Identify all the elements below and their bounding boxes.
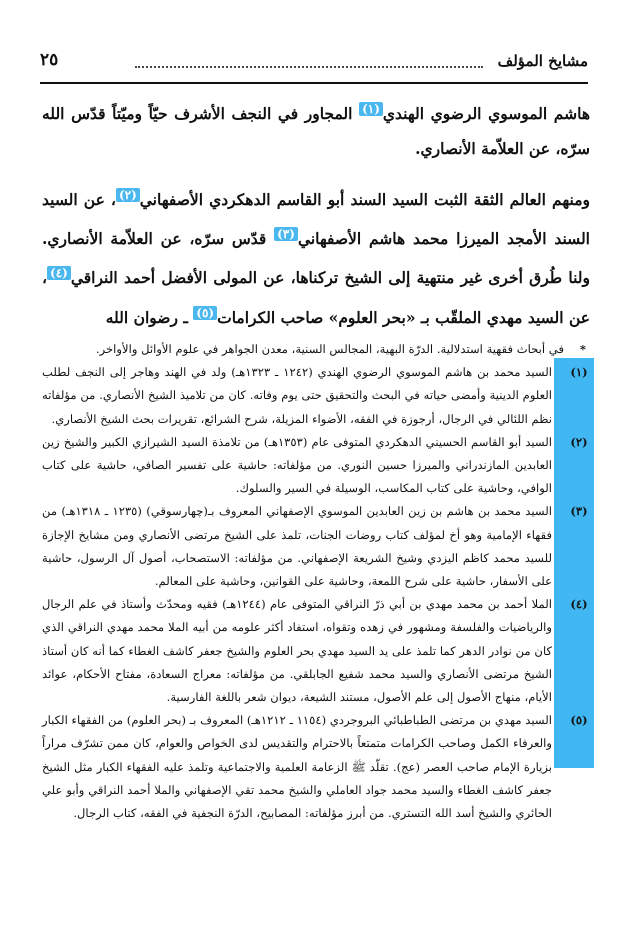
footnote-number: (١) [570, 365, 588, 380]
footnote-text: في أبحاث فقهية استدلالية. الدرّة البهية، المجالس السنية، معدن الجواهر في علوم الأوائل والأواخر. [95, 342, 564, 356]
footnote-number: (٣) [570, 504, 588, 519]
text-run: ـ رضوان الله [105, 307, 194, 327]
text-run: ، عن السيد السند الأمجد الميرزا محمد هاشم الأصفهاني [42, 190, 590, 249]
footnote-text: السيد محمد بن هاشم الموسوي الرضوي الهندي (١٢٤٢ ـ ١٣٢٣هـ) ولد في الهند وهاجر إلى النجف لطلب العلوم الدينية وأمضى حياته في البحث والتحقيق حتى يوم وفاته. كان من تلاميذ الشيخ الأنصاري. من مؤلفاته نظم اللئالي في الرجال، أرجوزة في الفقه، الأضواء المزيلة، شرح الشرائع، تقريرات بحث الشيخ الأنصاري. [42, 365, 552, 426]
footnote-1 [42, 361, 594, 431]
footnote-continuation [42, 338, 594, 361]
footnote-2 [42, 431, 594, 501]
footnote-3 [42, 500, 594, 593]
footnote-text: السيد أبو القاسم الحسيني الدهكردي المتوفى عام (١٣٥٣هـ) من تلامذة السيد الشيرازي الكبير والشيخ زين العابدين المازندراني والميرزا حسين النوري. من مؤلفاته: حاشية على تفسير الصافي، حاشية على كتاب الوافي، وحاشية على كتاب المكاسب، الوسيلة في السير والسلوك. [42, 434, 552, 496]
footnotes [42, 338, 594, 825]
footnote-text: السيد مهدي بن مرتضى الطباطبائي البروجردي (١١٥٤ ـ ١٢١٢هـ) المعروف بـ (بحر العلوم) من الفقهاء الكبار والعرفاء الكمل وصاحب الكرامات متمتعاً بالاحترام والتقديس لدى الخواص والعوام، كان ممن تشرّف مراراً بزيارة الإمام صاحب العصر (عج). تقلّد ﷺ الزعامة العلمية والاجتماعية وتلمذ عليه الفقهاء الكبار مثل الشيخ جعفر كاشف الغطاء والسيد محمد جواد العاملي والشيخ محمد تقي الإصفهاني والملا أحمد النراقي وأبو علي الحائري والشيخ أسد الله التستري. من أبرز مؤلفاته: المصابيح، الدرّة النجفية في الفقه، كتاب الرجال. [42, 713, 552, 821]
text-run: قدّس سرّه، عن العلاّمة الأنصاري. ولنا طُرق أخرى غير منتهية إلى الشيخ تركناها، عن المولى الأفضل أحمد النراقي [42, 229, 590, 288]
footnote-marker: * [579, 342, 586, 356]
footnote-ref-2[interactable]: (٢) [116, 188, 140, 202]
text-run: ومنهم العالم الثقة الثبت السيد السند أبو القاسم الدهكردي الأصفهاني [139, 190, 590, 210]
footnote-number: (٥) [570, 713, 588, 728]
dotted-leader [135, 66, 483, 68]
footnote-ref-5[interactable]: (٥) [193, 306, 217, 320]
footnote-ref-1[interactable]: (١) [359, 102, 383, 116]
footnote-number: (٤) [570, 597, 588, 612]
paragraph-2 [42, 178, 590, 335]
footnote-text: السيد محمد بن هاشم بن زين العابدين الموسوي الإصفهاني المعروف بـ(چهارسوقي) (١٢٣٥ ـ ١٣١٨هـ) من فقهاء الإمامية وهو أخ لمؤلف كتاب روضات الجنات، تلمذ على الشيخ مرتضى الأنصاري ومن مشايخ الإجازة للسيد محمد كاظم اليزدي وشيخ الشريعة الإصفهاني. من مؤلفاته: الاستصحاب، أصول آل الرسول، حاشية على الأسفار، حاشية على شرح اللمعة، وحاشية على القوانين، وحاشية على المعالم. [42, 504, 552, 589]
text-run: المجاور في النجف الأشرف حيّاً وميّتاً قدّس الله سرّه، عن العلاّمة الأنصاري. [42, 104, 590, 159]
footnote-ref-3[interactable]: (٣) [274, 227, 298, 241]
main-text [42, 92, 590, 335]
text-run: ، عن السيد مهدي الملقّب بـ «بحر العلوم» صاحب الكرامات [42, 268, 590, 327]
text-run: هاشم الموسوي الرضوي الهندي [382, 104, 590, 124]
footnote-number: (٢) [570, 434, 588, 449]
running-header [40, 46, 588, 76]
footnote-4 [42, 593, 594, 709]
page-number: ٢٥ [40, 50, 59, 70]
chapter-title: مشايخ المؤلف [497, 52, 588, 70]
footnote-text: الملا أحمد بن محمد مهدي بن أبي ذرّ النراقي المتوفى عام (١٢٤٤هـ) فقيه ومحدّث وأستاذ في علم الرجال والرياضيات والفلسفة ومشهور في زهده وتقواه، استفاد أكثر علومه من أبيه الملا محمد مهدي النراقي الذي كان من نوادر الدهر كما تلمذ على يد السيد مهدي بحر العلوم والشيخ جعفر كاشف الغطاء كما أنه كان أستاذ الشيخ مرتضى الأنصاري والسيد محمد شفيع الجابلقي. من مؤلفاته: معراج السعادة، مفتاح الأحكام، عوائد الأيام، منهاج الأصول إلى علم الأصول، مستند الشيعة، ديوان شعر باللغة الفارسية. [42, 597, 552, 705]
footnote-5 [42, 709, 594, 825]
footnote-ref-4[interactable]: (٤) [47, 266, 71, 280]
header-rule [40, 82, 588, 84]
paragraph-1 [42, 92, 590, 166]
